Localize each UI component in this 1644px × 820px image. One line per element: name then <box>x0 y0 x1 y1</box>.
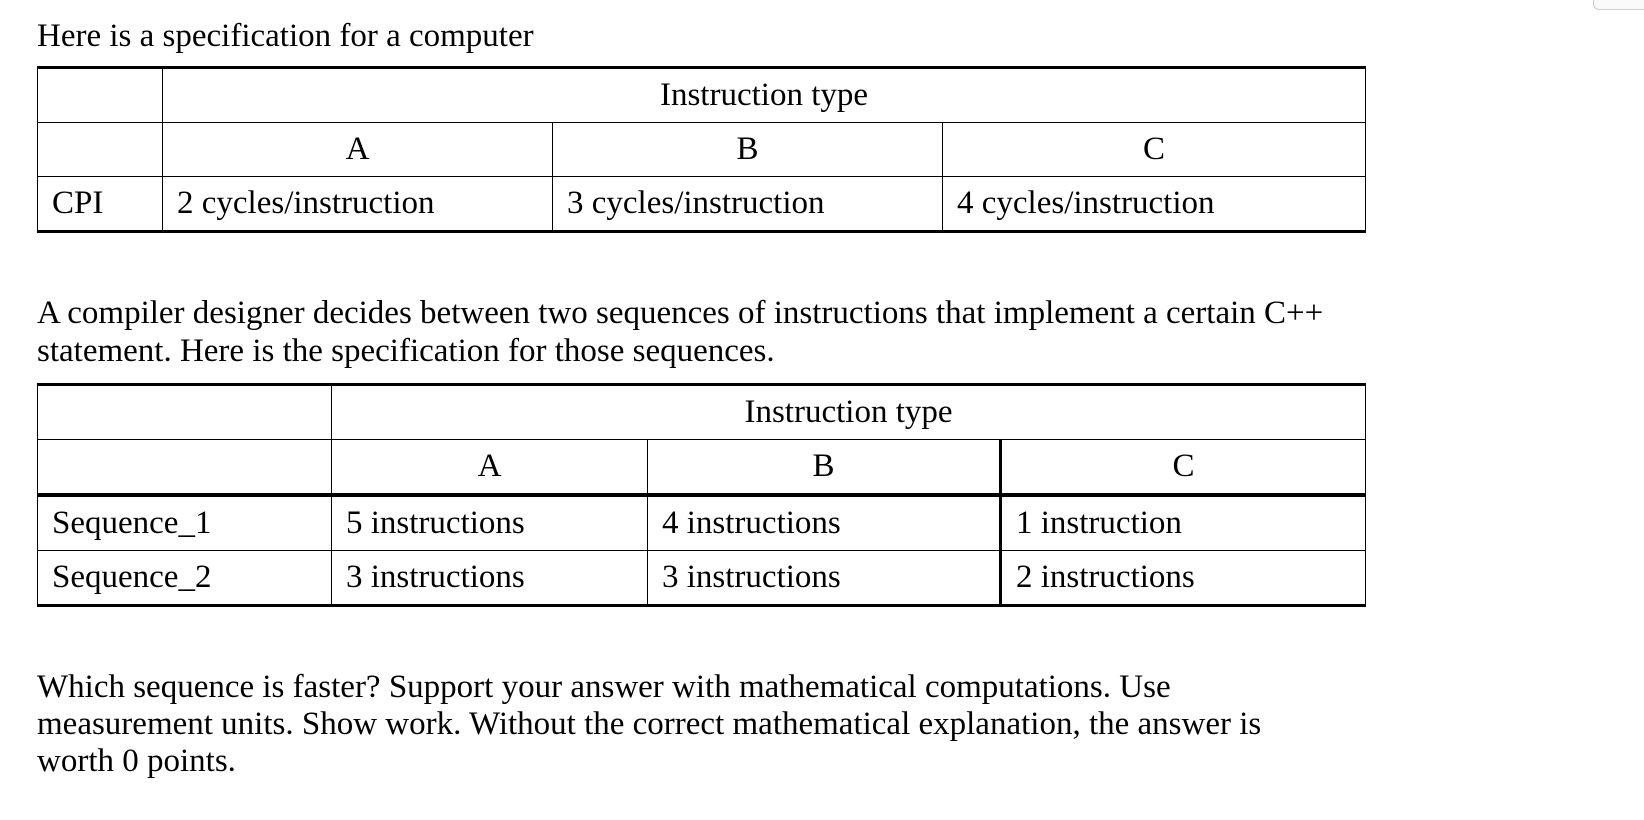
question-line: Which sequence is faster? Support your answer with mathematical computations. Use <box>37 669 1171 705</box>
cell-b: 4 instructions <box>648 495 1001 551</box>
column-header-c: C <box>943 123 1366 177</box>
empty-cell <box>38 123 163 177</box>
paragraph-line: statement. Here is the specification for those sequences. <box>37 333 775 369</box>
cpi-a: 2 cycles/instruction <box>163 177 553 232</box>
empty-cell <box>38 385 332 440</box>
row-label-cpi: CPI <box>38 177 163 232</box>
column-header-c: C <box>1001 440 1366 496</box>
question-line: measurement units. Show work. Without the correct mathematical explanation, the answer is <box>37 706 1262 742</box>
row-label: Sequence_1 <box>38 495 332 551</box>
column-header-b: B <box>553 123 943 177</box>
intro-text: Here is a specification for a computer <box>37 18 534 54</box>
cell-c: 2 instructions <box>1001 551 1366 606</box>
column-header-a: A <box>163 123 553 177</box>
cell-a: 3 instructions <box>332 551 648 606</box>
cell-a: 5 instructions <box>332 495 648 551</box>
paragraph-line: A compiler designer decides between two sequences of instructions that implement a certain C++ <box>37 295 1324 331</box>
empty-cell <box>38 440 332 496</box>
table-row <box>38 177 1366 232</box>
table-row <box>38 551 1366 606</box>
window-corner-button[interactable] <box>1593 0 1644 10</box>
empty-cell <box>38 68 163 123</box>
cpi-table <box>37 66 1366 233</box>
table-row <box>38 495 1366 551</box>
cell-c: 1 instruction <box>1001 495 1366 551</box>
row-label: Sequence_2 <box>38 551 332 606</box>
sequence-table <box>37 383 1366 607</box>
question-line: worth 0 points. <box>37 743 236 779</box>
instruction-type-header: Instruction type <box>163 68 1366 123</box>
cpi-b: 3 cycles/instruction <box>553 177 943 232</box>
column-header-b: B <box>648 440 1001 496</box>
cell-b: 3 instructions <box>648 551 1001 606</box>
column-header-a: A <box>332 440 648 496</box>
cpi-c: 4 cycles/instruction <box>943 177 1366 232</box>
instruction-type-header: Instruction type <box>332 385 1366 440</box>
